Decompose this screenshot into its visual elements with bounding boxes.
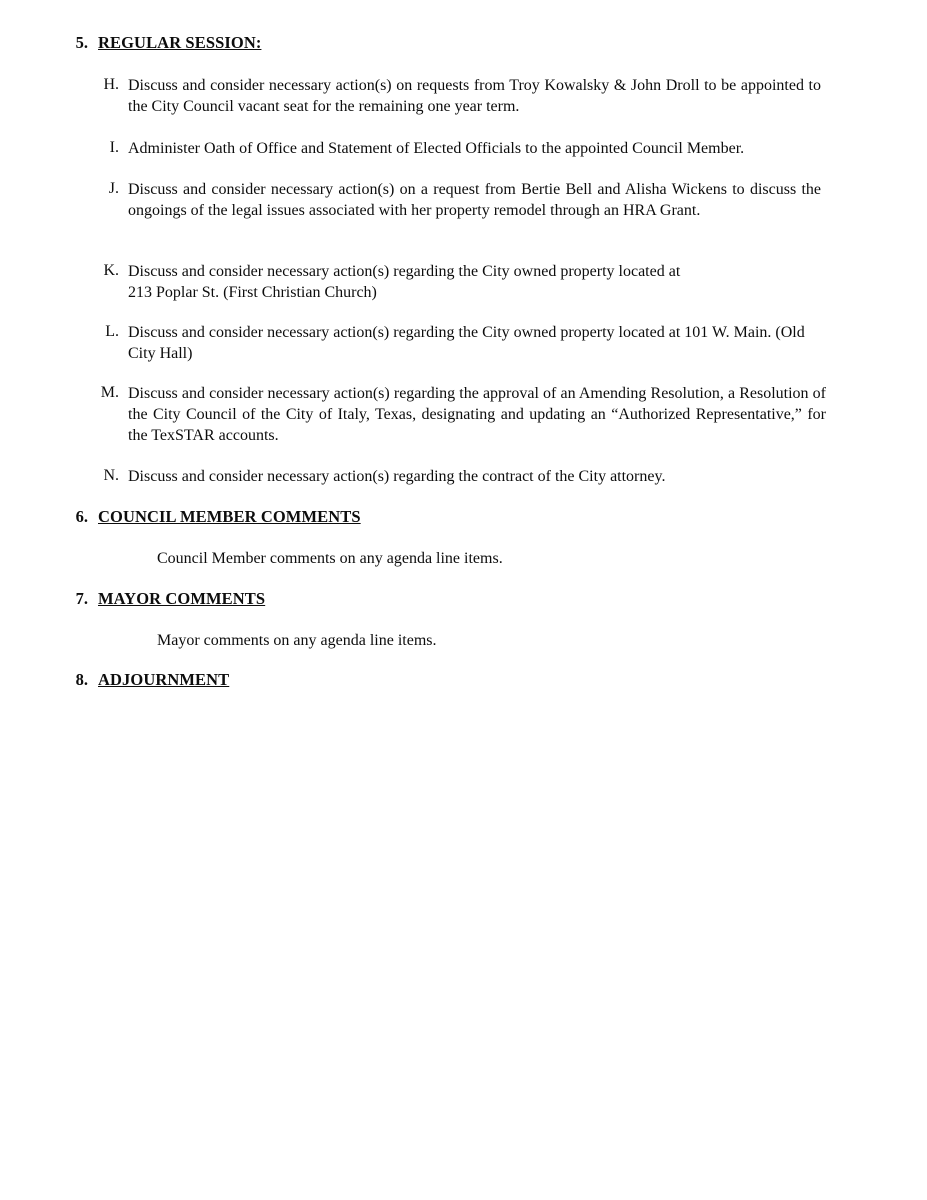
section-title: ADJOURNMENT bbox=[98, 670, 230, 689]
section-heading-council-member-comments bbox=[54, 507, 854, 527]
item-text: Discuss and consider necessary action(s) regarding the approval of an Amending Resolution, a Resolution of the City Council of the City of Italy, Texas, designating and updating an “Authorized Representative,” for the TexSTAR accounts. bbox=[128, 385, 826, 444]
agenda-item-i bbox=[86, 139, 821, 160]
item-letter: H. bbox=[103, 76, 119, 93]
item-text: Discuss and consider necessary action(s) regarding the contract of the City attorney. bbox=[128, 468, 666, 485]
item-letter: N. bbox=[103, 467, 119, 484]
section-body-council-member-comments: Council Member comments on any agenda line items. bbox=[157, 550, 503, 567]
section-heading-adjournment bbox=[54, 670, 854, 690]
section-title: REGULAR SESSION: bbox=[98, 33, 262, 52]
section-heading-regular-session bbox=[54, 33, 854, 53]
agenda-item-n bbox=[86, 467, 826, 488]
item-letter: I. bbox=[109, 139, 119, 156]
item-text: Discuss and consider necessary action(s) regarding the City owned property located at 101 W. Main. (Old City Hall) bbox=[128, 324, 805, 362]
item-letter: K. bbox=[103, 262, 119, 279]
agenda-item-m bbox=[86, 384, 826, 446]
section-number: 5. bbox=[75, 33, 88, 52]
section-number: 7. bbox=[75, 589, 88, 608]
item-text: Discuss and consider necessary action(s) on requests from Troy Kowalsky & John Droll to be appointed to the City Council vacant seat for the remaining one year term. bbox=[128, 77, 821, 115]
section-title: MAYOR COMMENTS bbox=[98, 589, 266, 608]
section-body-mayor-comments: Mayor comments on any agenda line items. bbox=[157, 632, 437, 649]
agenda-item-k bbox=[86, 262, 821, 304]
section-heading-mayor-comments bbox=[54, 589, 854, 609]
item-text-line2: 213 Poplar St. (First Christian Church) bbox=[128, 283, 377, 301]
section-title: COUNCIL MEMBER COMMENTS bbox=[98, 507, 361, 526]
item-text-line1: Discuss and consider necessary action(s) regarding the City owned property located at bbox=[128, 263, 681, 280]
section-number: 8. bbox=[75, 670, 88, 689]
agenda-item-j bbox=[86, 180, 821, 222]
item-text: Discuss and consider necessary action(s) on a request from Bertie Bell and Alisha Wickens to discuss the ongoings of the legal issues associated with her property remodel through an HRA Grant. bbox=[128, 181, 821, 219]
section-number: 6. bbox=[75, 507, 88, 526]
item-letter: L. bbox=[105, 323, 119, 340]
item-letter: M. bbox=[100, 384, 119, 401]
item-letter: J. bbox=[108, 180, 119, 197]
item-text: Administer Oath of Office and Statement of Elected Officials to the appointed Council Member. bbox=[128, 140, 745, 157]
agenda-item-l bbox=[86, 323, 826, 365]
agenda-item-h bbox=[86, 76, 821, 118]
